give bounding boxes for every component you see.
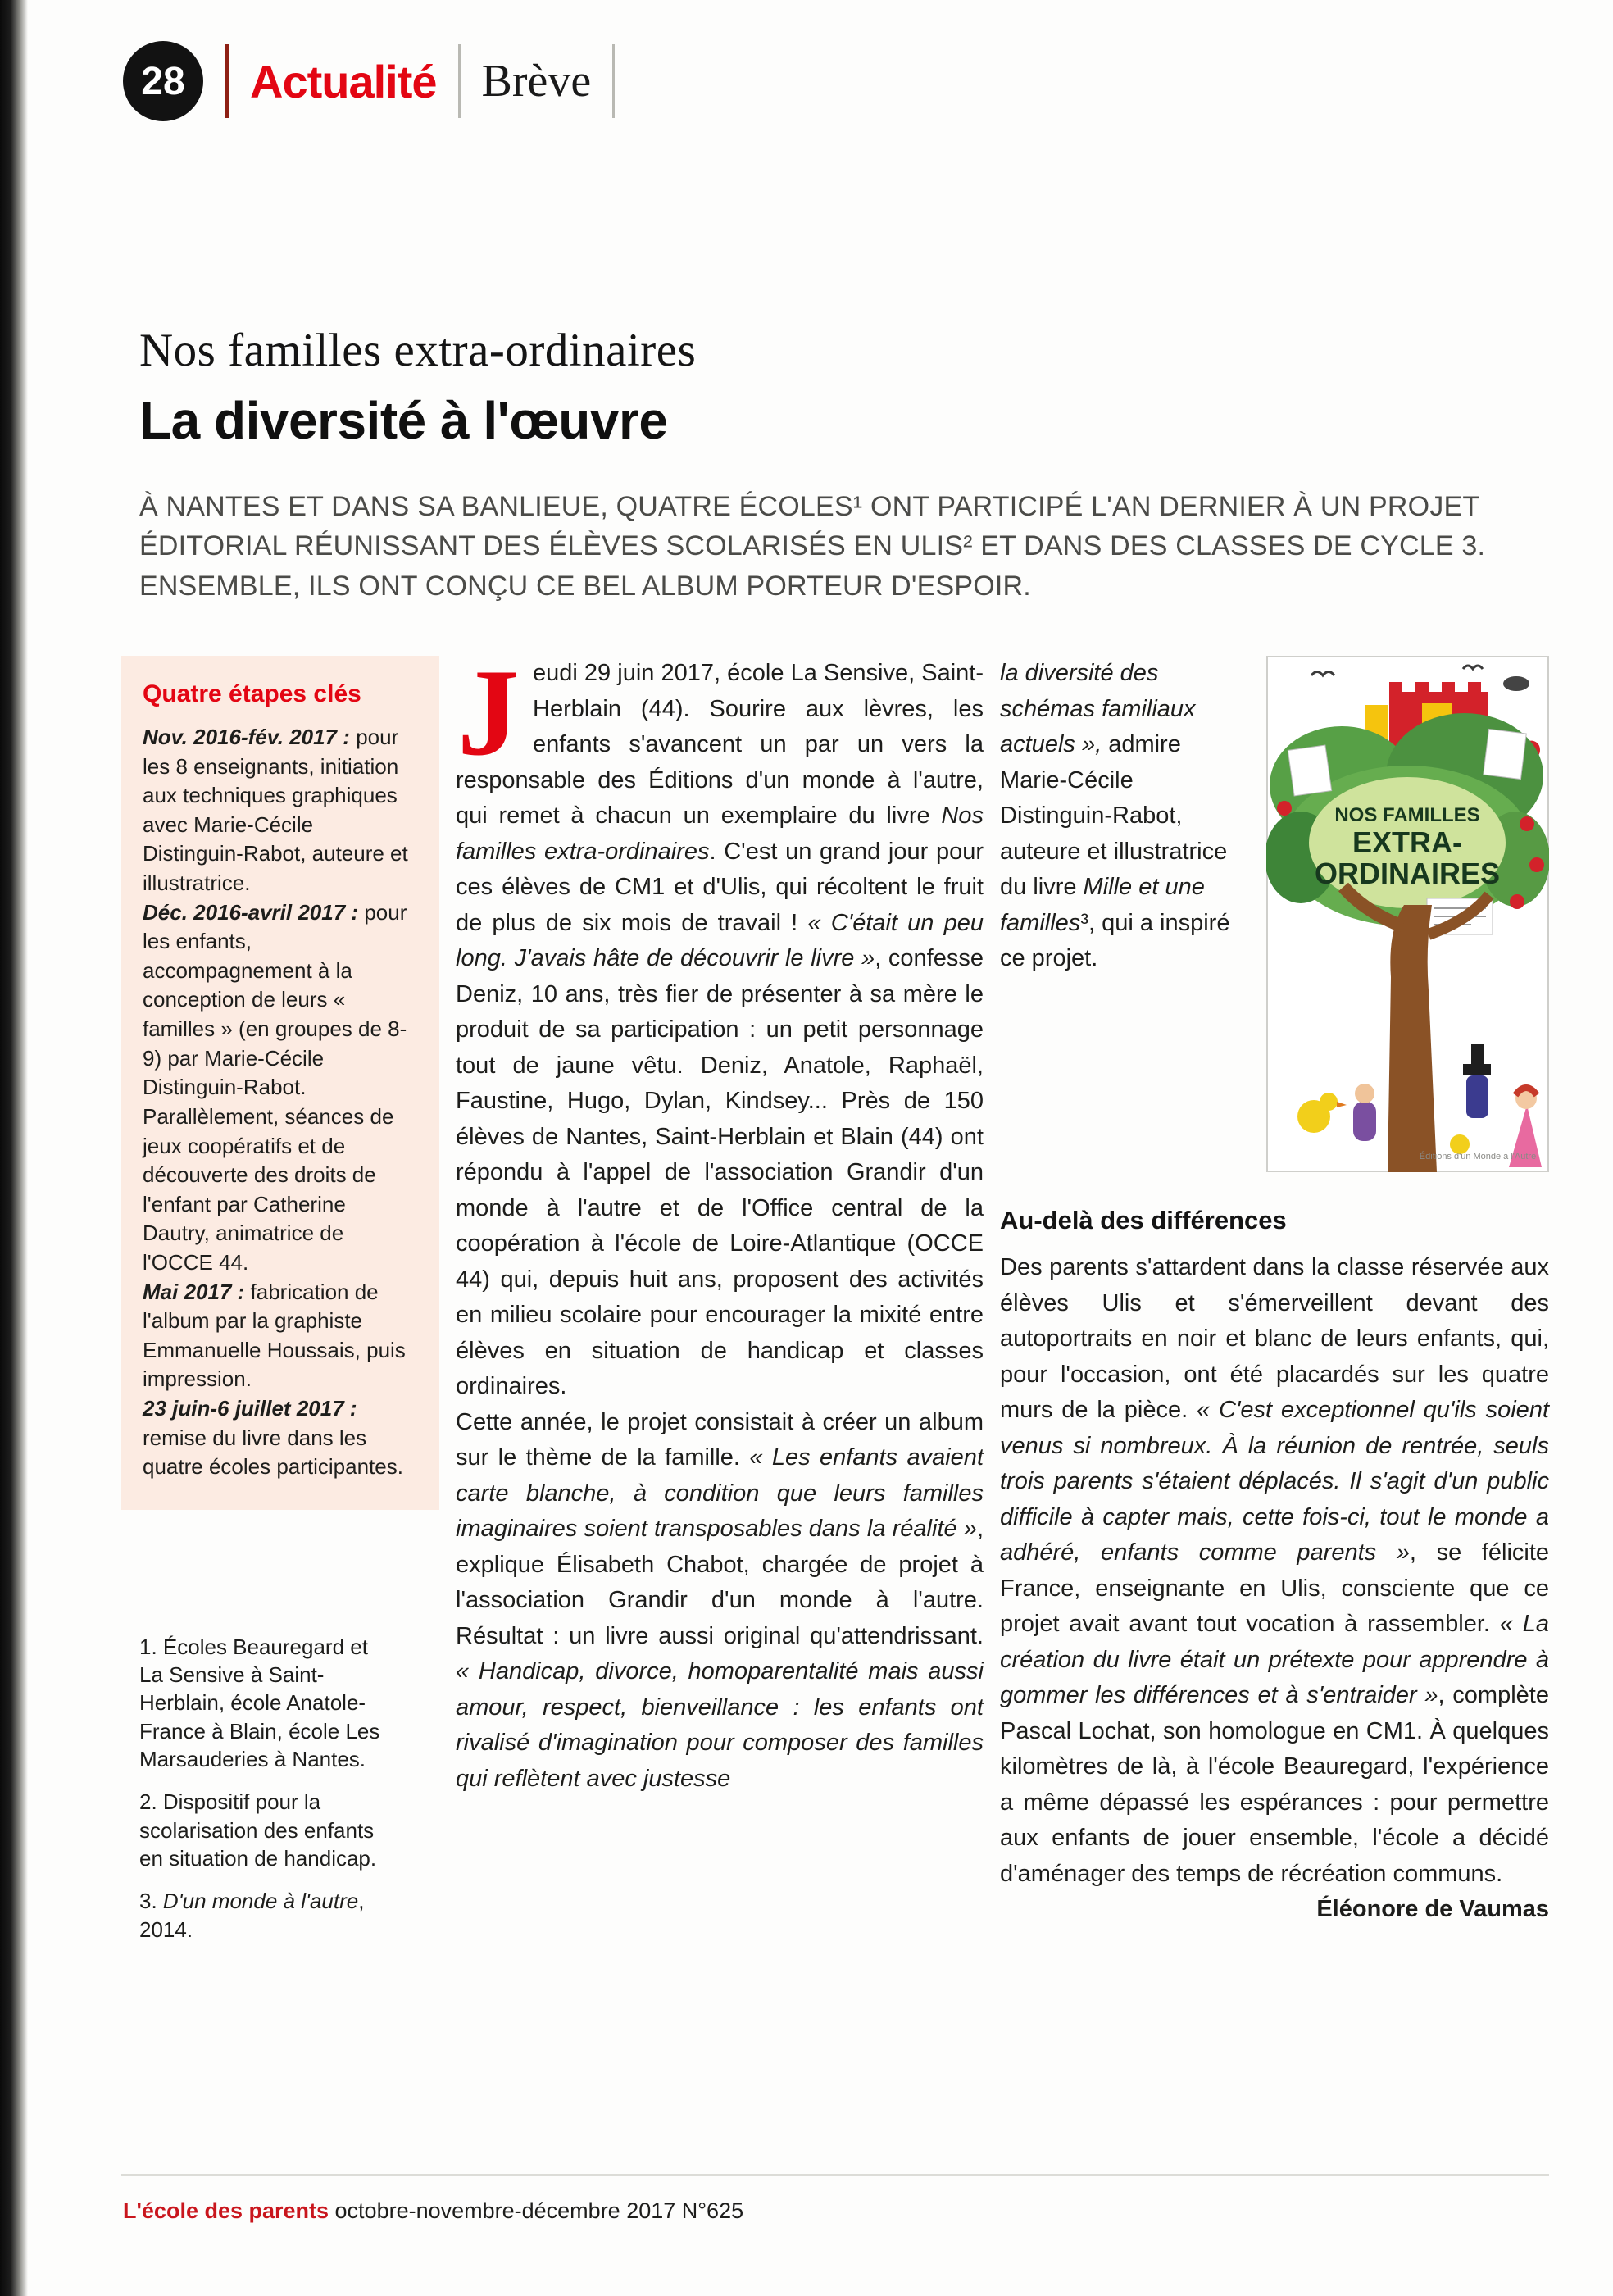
apple bbox=[1529, 857, 1544, 872]
paragraph-text: admire Marie-Cécile Distinguin-Rabot, auteure et illustratrice du livre bbox=[1000, 731, 1228, 900]
book-title-inline: Nos familles extra-ordinaires bbox=[456, 802, 984, 865]
castle-crenel bbox=[1389, 682, 1402, 695]
magazine-name: L'école des parents bbox=[123, 2198, 329, 2223]
cover-title-line1: NOS FAMILLES bbox=[1334, 804, 1480, 826]
scan-edge bbox=[0, 0, 28, 2296]
castle-crenel bbox=[1468, 682, 1481, 695]
book-cover bbox=[1266, 656, 1549, 1176]
child-drawing bbox=[1288, 745, 1331, 796]
paragraph-text: , confesse Deniz, 10 ans, très fier de présenter à sa mère le produit de sa participation : un petit personnage tout de jaune vêtu. Deniz, Anatole, Raphaël, Faustine, Hugo, Dylan, Kindsey... Près de 150 élèves de Nantes, Saint-Herblain et Blain (44) ont répondu à l'appel de l'association Grandir d'un monde à l'autre et de l'Office central de la coopération à l'école de Loire-Atlantique (OCCE 44) qui, depuis huit ans, proposent des activités en milieu scolaire pour encourager la mixité entre élèves en situation de handicap et classes ordinaires. bbox=[456, 945, 984, 1399]
castle-crenel bbox=[1442, 682, 1455, 695]
top-hat-crown bbox=[1471, 1044, 1484, 1066]
article-columns bbox=[121, 643, 1550, 1958]
right-column bbox=[1000, 656, 1549, 1958]
header-divider bbox=[612, 44, 615, 118]
issue-info: octobre-novembre-décembre 2017 N°625 bbox=[334, 2198, 744, 2223]
paragraph-text: Cette année, le projet consistait à créer un album sur le thème de la famille. bbox=[456, 1408, 984, 1471]
left-column bbox=[121, 656, 439, 1958]
apple bbox=[1520, 816, 1534, 831]
paragraph-text: , se félicite France, enseignante en Ulis, consciente que ce projet avait avant tout vocation à rassembler. bbox=[1000, 1539, 1550, 1637]
apple bbox=[1277, 801, 1292, 816]
footnote-number: 3. bbox=[139, 1889, 163, 1914]
header-divider bbox=[225, 44, 229, 118]
quote-text: « C'est exceptionnel qu'ils soient venus si nombreux. À la réunion de rentrée, seuls trois parents s'étaient déplacés. Il s'agit d'un public difficile à capter mais, cette fois-ci, tout le monde a adhéré, enfants comme parents » bbox=[1000, 1397, 1549, 1566]
page-header bbox=[123, 41, 636, 121]
drop-cap: J bbox=[457, 643, 520, 781]
quote-text: « La création du livre était un prétexte pour apprendre à gommer les différences et à s'entraider » bbox=[1000, 1611, 1549, 1708]
paragraph-text: , complète Pascal Lochat, son homologue en CM1. À quelques kilomètres de là, à l'école Beauregard, l'expérience a même dépassé les espérances : pour permettre aux enfants de jouer ensemble, l'école a décidé d'aménager des temps de récréation communs. bbox=[1000, 1682, 1549, 1887]
section-label: Actualité bbox=[250, 55, 437, 107]
page-number: 28 bbox=[141, 59, 185, 103]
castle-crenel bbox=[1415, 682, 1429, 695]
page-footer bbox=[123, 2198, 743, 2224]
quote-text: « Les enfants avaient carte blanche, à condition que leurs familles imaginaires soient transposables dans la réalité » bbox=[456, 1444, 984, 1542]
key-steps-box bbox=[121, 656, 439, 1510]
key-step-text: pour les 8 enseignants, initiation aux techniques graphiques avec Marie-Cécile Distinguin-Rabot, auteure et illustratrice. bbox=[143, 725, 408, 896]
key-step-text: fabrication de l'album par la graphiste Emmanuelle Houssais, puis impression. bbox=[143, 1279, 406, 1392]
byline: Éléonore de Vaumas bbox=[1316, 1896, 1549, 1922]
key-step-date: 23 juin-6 juillet 2017 : bbox=[143, 1396, 357, 1421]
cover-title-line2: EXTRA- bbox=[1352, 825, 1462, 859]
key-step-entry bbox=[143, 723, 418, 898]
footnote-2: 2. Dispositif pour la scolarisation des enfants en situation de handicap. bbox=[139, 1789, 377, 1871]
footnotes bbox=[121, 1633, 384, 1944]
key-step-date: Mai 2017 : bbox=[143, 1279, 245, 1304]
apple bbox=[1510, 894, 1524, 909]
article-kicker-title: Nos familles extra-ordinaires bbox=[139, 325, 697, 376]
key-step-text: pour les enfants, accompagnement à la conception de leurs « familles » (en groupes de 8-9) par Marie-Cécile Distinguin-Rabot. Parallèlement, séances de jeux coopératifs et de découverte des droits de l'enfant par Catherine Dautry, animatrice de l'OCCE 44. bbox=[143, 899, 407, 1275]
key-steps-title: Quatre étapes clés bbox=[143, 680, 361, 707]
quote-text: la diversité des schémas familiaux actuels », bbox=[1000, 660, 1196, 757]
cover-publisher: Éditions d'un Monde à l'Autre bbox=[1419, 1152, 1537, 1162]
paragraph-text: , explique Élisabeth Chabot, chargée de projet à l'association Grandir d'un monde à l'autre. Résultat : un livre aussi original qu'attendrissant. bbox=[456, 1516, 984, 1649]
child-drawing bbox=[1484, 729, 1526, 779]
footnote-3 bbox=[139, 1887, 384, 1944]
subsection-label: Brève bbox=[481, 56, 592, 107]
paragraph-text: Des parents s'attardent dans la classe réservée aux élèves Ulis et s'émerveillent devant des autoportraits en noir et blanc de leurs enfants, qui, pour l'occasion, ont été placardés sur les quatre murs de la pièce. bbox=[1000, 1254, 1549, 1423]
cover-wrap-text bbox=[1000, 656, 1252, 977]
key-step-date: Déc. 2016-avril 2017 : bbox=[143, 899, 359, 925]
article-standfirst: À NANTES ET DANS SA BANLIEUE, QUATRE ÉCOLES¹ ONT PARTICIPÉ L'AN DERNIER À UN PROJET ÉDITORIAL RÉUNISSANT DES ÉLÈVES SCOLARISÉS EN ULIS² ET DANS DES CLASSES DE CYCLE 3. ENSEMBLE, ILS ONT CONÇU CE BEL ALBUM PORTEUR D'ESPOIR. bbox=[139, 491, 1486, 602]
cover-title-line3: ORDINAIRES bbox=[1314, 857, 1501, 890]
footnote-book-title: D'un monde à l'autre bbox=[162, 1889, 359, 1914]
quote-text: « C'était un peu long. J'avais hâte de découvrir le livre » bbox=[456, 909, 984, 971]
footnote-1: 1. Écoles Beauregard et La Sensive à Saint-Herblain, école Anatole-France à Blain, école Les Marsauderies à Nantes. bbox=[139, 1634, 380, 1772]
article-paragraph-2 bbox=[456, 1405, 984, 1798]
article-title-block bbox=[139, 324, 1546, 606]
article-paragraph-4 bbox=[1000, 1250, 1550, 1922]
key-step-text: remise du livre dans les quatre écoles participantes. bbox=[143, 1425, 403, 1480]
book-cover-illustration bbox=[1266, 656, 1549, 1172]
article-subheading: Au-delà des différences bbox=[1000, 1206, 1287, 1234]
middle-column bbox=[456, 643, 984, 1958]
hat-man-figure bbox=[1466, 1075, 1488, 1118]
key-step-entry bbox=[143, 1278, 418, 1394]
chick-head bbox=[1320, 1093, 1338, 1111]
article-paragraph-1 bbox=[456, 643, 984, 1405]
top-hat bbox=[1463, 1064, 1491, 1075]
key-step-entry bbox=[143, 898, 418, 1278]
footnote-year: , 2014. bbox=[139, 1889, 365, 1942]
paragraph-text: eudi 29 juin 2017, école La Sensive, Saint-Herblain (44). Sourire aux lèvres, les enfants s'avancent un par un vers la responsable des Éditions d'un monde à l'autre, qui remet à chacun un exemplaire du livre bbox=[456, 660, 984, 829]
article-paragraph-3 bbox=[1000, 656, 1252, 977]
key-step-date: Nov. 2016-fév. 2017 : bbox=[143, 725, 350, 749]
paragraph-text: . C'est un grand jour pour ces élèves de CM1 et d'Ulis, qui récoltent le fruit de plus de six mois de travail ! bbox=[456, 838, 984, 936]
page-number-badge bbox=[123, 41, 203, 121]
figure-head bbox=[1355, 1084, 1374, 1103]
paragraph-text: ³, qui a inspiré ce projet. bbox=[1000, 909, 1230, 971]
article-main-title: La diversité à l'œuvre bbox=[139, 391, 668, 450]
quote-text: « Handicap, divorce, homoparentalité mais aussi amour, respect, bienveillance : les enfants ont rivalisé d'imagination pour composer des familles qui reflètent avec justesse bbox=[456, 1658, 984, 1792]
bird-icon bbox=[1503, 676, 1529, 691]
cover-row bbox=[1000, 656, 1549, 1176]
key-step-entry bbox=[143, 1394, 418, 1482]
book-title-inline: Mille et une familles bbox=[1000, 874, 1205, 936]
footer-divider bbox=[121, 2174, 1549, 2176]
purple-figure bbox=[1353, 1102, 1376, 1141]
header-divider bbox=[458, 44, 461, 118]
